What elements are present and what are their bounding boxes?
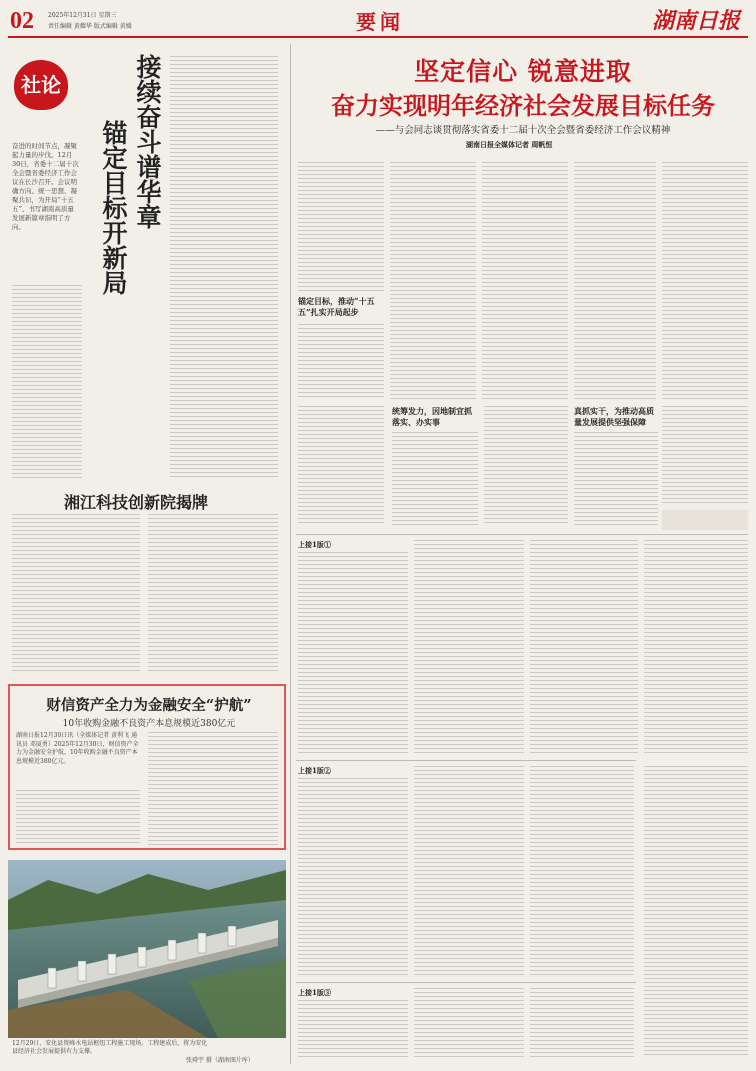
cont-block-2a [298, 778, 408, 978]
editorial-tag: 社论 [14, 60, 68, 110]
lead-col-8 [484, 406, 568, 526]
issue-date: 2025年12月31日 星期三 [48, 12, 117, 19]
cont-block-1a [298, 552, 408, 756]
masthead [0, 0, 756, 40]
cont-rule-2 [296, 982, 636, 983]
cont-block-3c [530, 988, 634, 1060]
lead-col-10 [662, 406, 748, 506]
lead-credits [662, 510, 748, 530]
finance-box [8, 684, 286, 850]
cont-block-1b [414, 540, 524, 756]
continuation-label-1: 上接1版① [298, 540, 331, 549]
dam-photo-image [8, 860, 286, 1038]
continuation-label-2: 上接1版② [298, 766, 331, 775]
cont-block-3a [298, 1000, 408, 1060]
tech-body-1 [12, 514, 140, 674]
lead-col-1b [298, 324, 384, 400]
tech-body-2 [148, 514, 278, 674]
lead-subhead-1: 锚定目标，推动“十五五”扎实开局起步 [298, 296, 375, 317]
finance-subtitle: 10年收购金融不良资产本息规模近380亿元 [62, 719, 236, 729]
editorial-col2 [170, 56, 278, 480]
editors-line: 责任编辑 黄耀华 版式编辑 黄媛 [48, 23, 132, 30]
lead-headline-1: 坚定信心 锐意进取 [414, 57, 632, 86]
section-title: 要闻 [356, 10, 404, 34]
column-divider [290, 44, 291, 1064]
finance-body-1 [16, 790, 140, 846]
lead-byline: 湖南日报全媒体记者 周帆恒 [466, 140, 553, 149]
finance-title: 财信资产全力为金融安全“护航” [46, 697, 252, 714]
lead-col-1 [298, 162, 384, 292]
lead-headline-2: 奋力实现明年经济社会发展目标任务 [331, 91, 715, 120]
lead-col-2 [390, 162, 476, 400]
lead-subhead-3: 真抓实干，为推动高质量发展提供坚强保障 [574, 406, 654, 427]
lead-col-3 [482, 162, 568, 400]
cont-block-2c [530, 766, 634, 978]
finance-byline: 湖南日报12月30日讯（全媒体记者 黄利飞 通讯员 邓厦勇）2025年12月30日，财信资产全力为金融安全护航，10年收购金融不良资产本息规模近380亿元。 [16, 732, 139, 765]
finance-body-2 [148, 732, 278, 846]
cont-block-3b [414, 988, 524, 1060]
editorial-body [12, 285, 82, 480]
editorial-title-2: 锚定目标开新局 [99, 120, 128, 295]
tech-title: 湘江科技创新院揭牌 [64, 493, 209, 512]
continuation-label-3: 上接1版③ [298, 988, 331, 997]
cont-block-2d [644, 766, 748, 1056]
cont-block-2b [414, 766, 524, 978]
editorial-title-1: 接续奋斗谱华章 [133, 54, 162, 229]
lead-col-7 [392, 432, 478, 526]
lead-col-5 [662, 162, 748, 400]
lead-subhead: ——与会同志谈贯彻落实省委十二届十次全会暨省委经济工作会议精神 [375, 125, 671, 136]
lead-col-6 [298, 406, 384, 526]
lead-col-9 [574, 432, 658, 526]
page-number: 02 [10, 8, 34, 34]
newspaper-logo: 湖南日报 [652, 8, 741, 34]
cont-block-1c [530, 540, 638, 756]
news-photo [8, 860, 286, 1038]
lead-col-4 [574, 162, 656, 400]
masthead-rule [8, 36, 748, 38]
cont-block-1d [644, 540, 748, 756]
lead-bottom-rule [296, 534, 748, 535]
photo-caption: 12月29日，安化县资峰水电站枢纽工程施工现场。工程建成后，将为安化县经济社会发展提供有力支撑。 [12, 1040, 208, 1055]
lead-subhead-2: 统筹发力，因地制宜抓落实、办实事 [392, 406, 472, 427]
photo-credit: 张舜宇 摄（湖南图片库） [186, 1057, 254, 1064]
cont-rule-1 [296, 760, 636, 761]
editorial-intro: 奋进的时间节点，凝聚起力量的步伐。12月30日，省委十二届十次全会暨省委经济工作会议在长沙召开。会议明确方向、统一思想、凝聚共识，为开局“十五五”、书写湖南高质量发展新篇章指明了方向。 [12, 142, 79, 231]
